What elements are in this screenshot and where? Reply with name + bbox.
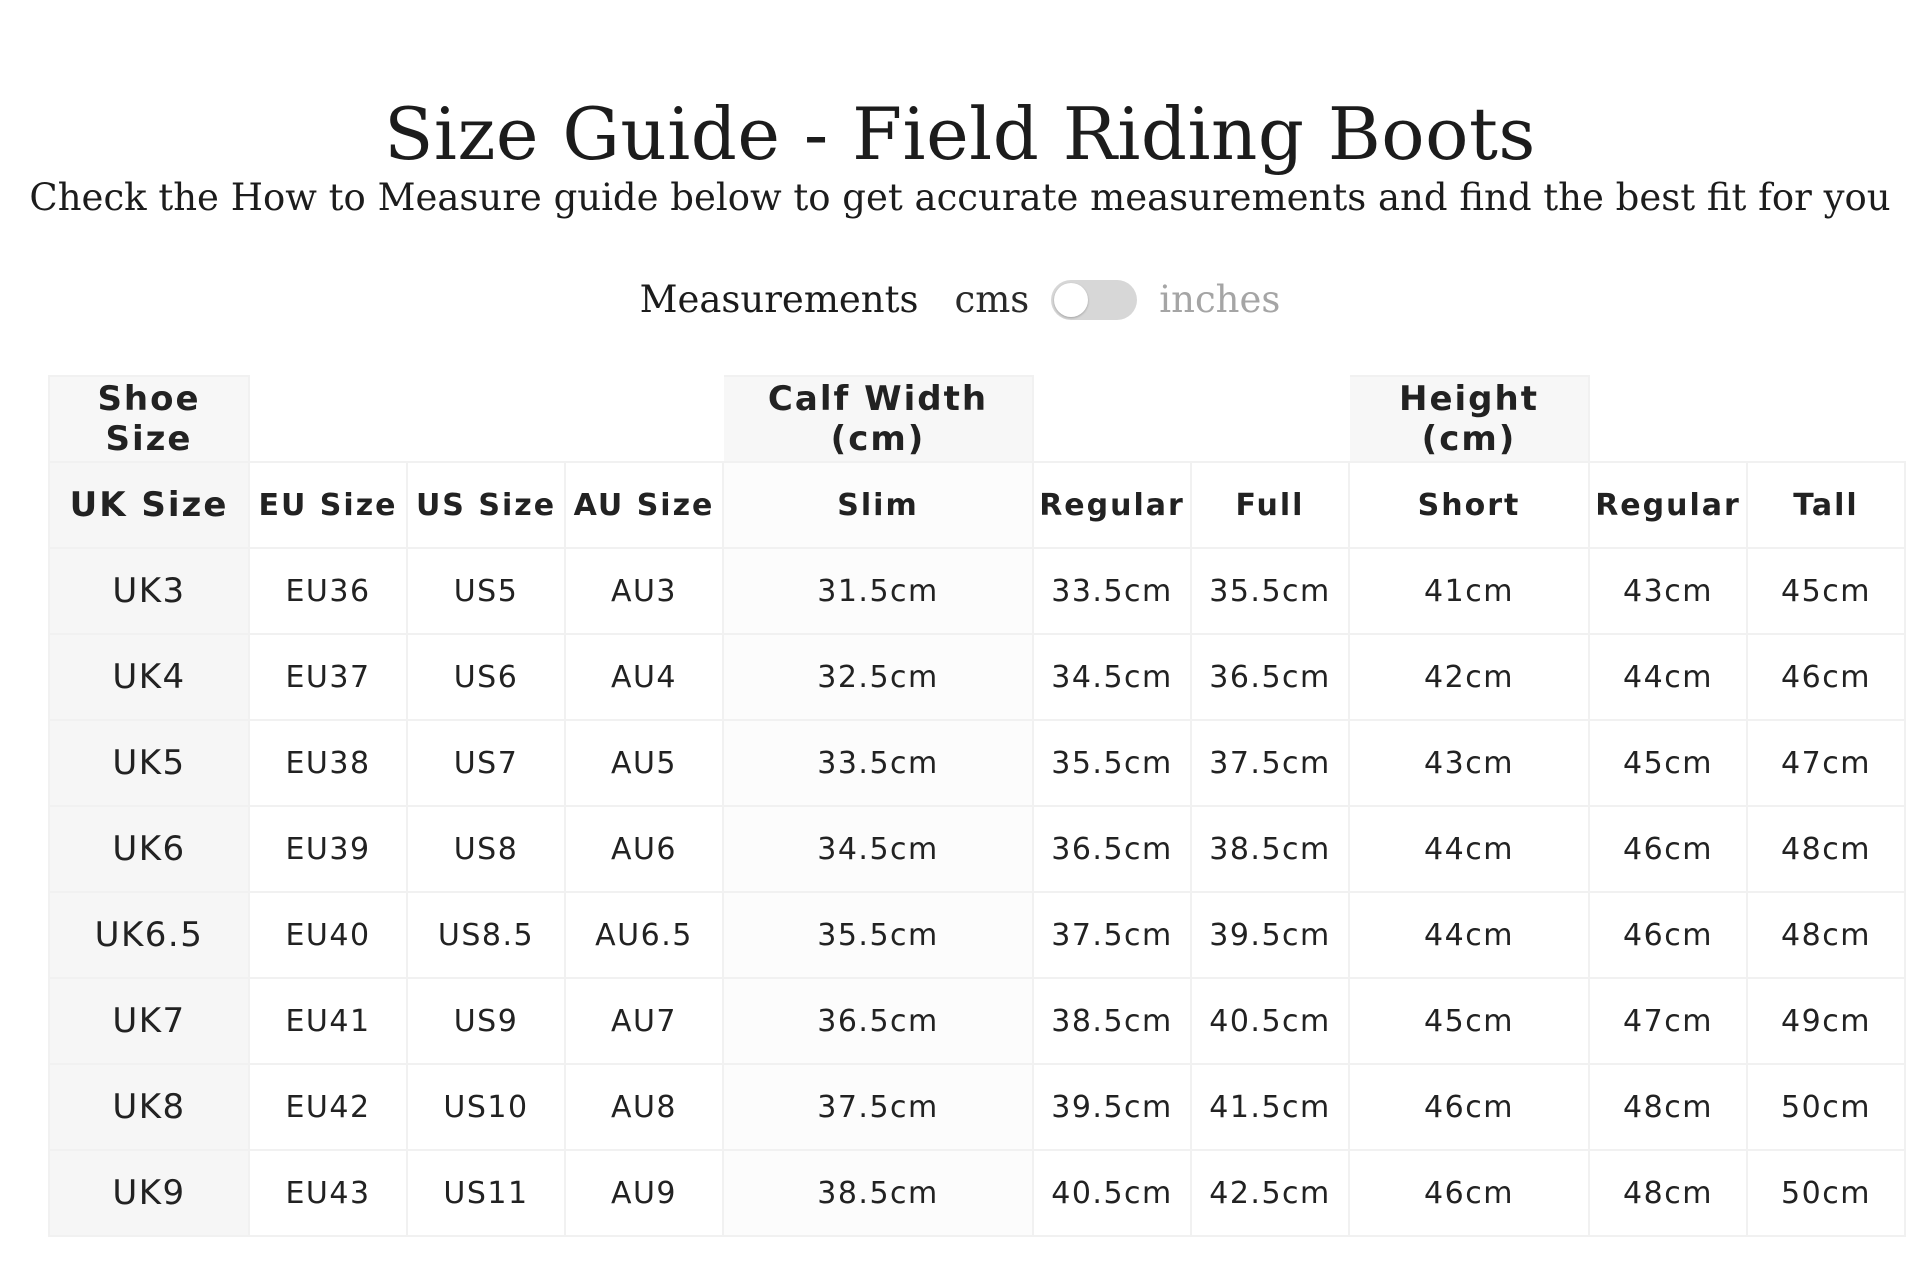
empty-header-cell [249,376,407,462]
us-size-cell: US7 [407,720,565,806]
table-row [49,892,1905,978]
height-tall-cell: 50cm [1747,1150,1905,1236]
uk-size-cell: UK5 [49,720,249,806]
calf-full-cell: 37.5cm [1191,720,1349,806]
us-size-cell: US5 [407,548,565,634]
table-row [49,548,1905,634]
us-size-cell: US10 [407,1064,565,1150]
shoe-size-header: Shoe Size [49,376,249,462]
au-size-cell: AU4 [565,634,723,720]
us-size-cell: US8 [407,806,565,892]
height-short-cell: 44cm [1349,806,1589,892]
empty-header-cell [1747,376,1905,462]
uk-size-cell: UK6 [49,806,249,892]
uk-size-cell: UK4 [49,634,249,720]
column-header-full: Full [1191,462,1349,548]
column-header-calf-regular: Regular [1033,462,1191,548]
measurements-label: Measurements [639,278,919,321]
calf-slim-cell: 38.5cm [723,1150,1033,1236]
column-header-us-size: US Size [407,462,565,548]
us-size-cell: US8.5 [407,892,565,978]
calf-slim-cell: 36.5cm [723,978,1033,1064]
height-short-cell: 41cm [1349,548,1589,634]
height-regular-cell: 48cm [1589,1064,1747,1150]
calf-full-cell: 36.5cm [1191,634,1349,720]
eu-size-cell: EU38 [249,720,407,806]
eu-size-cell: EU40 [249,892,407,978]
calf-full-cell: 39.5cm [1191,892,1349,978]
column-header-au-size: AU Size [565,462,723,548]
au-size-cell: AU8 [565,1064,723,1150]
table-row [49,806,1905,892]
calf-slim-cell: 31.5cm [723,548,1033,634]
height-short-cell: 43cm [1349,720,1589,806]
calf-width-header: Calf Width (cm) [723,376,1033,462]
au-size-cell: AU5 [565,720,723,806]
height-tall-cell: 50cm [1747,1064,1905,1150]
column-header-uk-size: UK Size [49,462,249,548]
au-size-cell: AU6 [565,806,723,892]
au-size-cell: AU7 [565,978,723,1064]
empty-header-cell [1033,376,1191,462]
us-size-cell: US6 [407,634,565,720]
height-header: Height (cm) [1349,376,1589,462]
height-short-cell: 45cm [1349,978,1589,1064]
calf-regular-cell: 40.5cm [1033,1150,1191,1236]
au-size-cell: AU6.5 [565,892,723,978]
height-tall-cell: 45cm [1747,548,1905,634]
empty-header-cell [565,376,723,462]
calf-regular-cell: 39.5cm [1033,1064,1191,1150]
calf-full-cell: 35.5cm [1191,548,1349,634]
empty-header-cell [407,376,565,462]
calf-slim-cell: 37.5cm [723,1064,1033,1150]
table-row [49,978,1905,1064]
calf-full-cell: 41.5cm [1191,1064,1349,1150]
height-regular-cell: 44cm [1589,634,1747,720]
table-row [49,634,1905,720]
calf-regular-cell: 38.5cm [1033,978,1191,1064]
eu-size-cell: EU39 [249,806,407,892]
group-header-row [49,376,1905,462]
column-header-eu-size: EU Size [249,462,407,548]
uk-size-cell: UK9 [49,1150,249,1236]
column-header-row [49,462,1905,548]
height-tall-cell: 46cm [1747,634,1905,720]
empty-header-cell [1191,376,1349,462]
height-regular-cell: 43cm [1589,548,1747,634]
calf-regular-cell: 33.5cm [1033,548,1191,634]
column-header-slim: Slim [723,462,1033,548]
calf-full-cell: 42.5cm [1191,1150,1349,1236]
calf-regular-cell: 36.5cm [1033,806,1191,892]
uk-size-cell: UK3 [49,548,249,634]
calf-regular-cell: 37.5cm [1033,892,1191,978]
calf-regular-cell: 35.5cm [1033,720,1191,806]
size-table [48,375,1906,1237]
column-header-short: Short [1349,462,1589,548]
eu-size-cell: EU36 [249,548,407,634]
page-title: Size Guide - Field Riding Boots [384,92,1536,177]
au-size-cell: AU3 [565,548,723,634]
unit-inches-label[interactable]: inches [1159,278,1281,321]
height-short-cell: 46cm [1349,1150,1589,1236]
page-subtitle: Check the How to Measure guide below to get accurate measurements and find the best fit for you [29,176,1891,219]
uk-size-cell: UK7 [49,978,249,1064]
uk-size-cell: UK6.5 [49,892,249,978]
calf-full-cell: 38.5cm [1191,806,1349,892]
calf-regular-cell: 34.5cm [1033,634,1191,720]
unit-cms-label[interactable]: cms [954,278,1030,321]
empty-header-cell [1589,376,1747,462]
table-row [49,1150,1905,1236]
table-row [49,1064,1905,1150]
calf-full-cell: 40.5cm [1191,978,1349,1064]
eu-size-cell: EU42 [249,1064,407,1150]
calf-slim-cell: 34.5cm [723,806,1033,892]
eu-size-cell: EU37 [249,634,407,720]
column-header-height-regular: Regular [1589,462,1747,548]
table-row [49,720,1905,806]
unit-toggle[interactable] [1051,280,1137,320]
height-regular-cell: 46cm [1589,892,1747,978]
height-regular-cell: 46cm [1589,806,1747,892]
height-short-cell: 44cm [1349,892,1589,978]
height-tall-cell: 49cm [1747,978,1905,1064]
eu-size-cell: EU43 [249,1150,407,1236]
column-header-tall: Tall [1747,462,1905,548]
calf-slim-cell: 35.5cm [723,892,1033,978]
calf-slim-cell: 33.5cm [723,720,1033,806]
height-tall-cell: 48cm [1747,892,1905,978]
height-regular-cell: 47cm [1589,978,1747,1064]
height-short-cell: 42cm [1349,634,1589,720]
height-short-cell: 46cm [1349,1064,1589,1150]
height-tall-cell: 47cm [1747,720,1905,806]
au-size-cell: AU9 [565,1150,723,1236]
toggle-knob [1054,283,1088,317]
us-size-cell: US11 [407,1150,565,1236]
height-regular-cell: 48cm [1589,1150,1747,1236]
us-size-cell: US9 [407,978,565,1064]
uk-size-cell: UK8 [49,1064,249,1150]
calf-slim-cell: 32.5cm [723,634,1033,720]
height-regular-cell: 45cm [1589,720,1747,806]
measurement-unit-switcher [0,270,1920,330]
eu-size-cell: EU41 [249,978,407,1064]
height-tall-cell: 48cm [1747,806,1905,892]
